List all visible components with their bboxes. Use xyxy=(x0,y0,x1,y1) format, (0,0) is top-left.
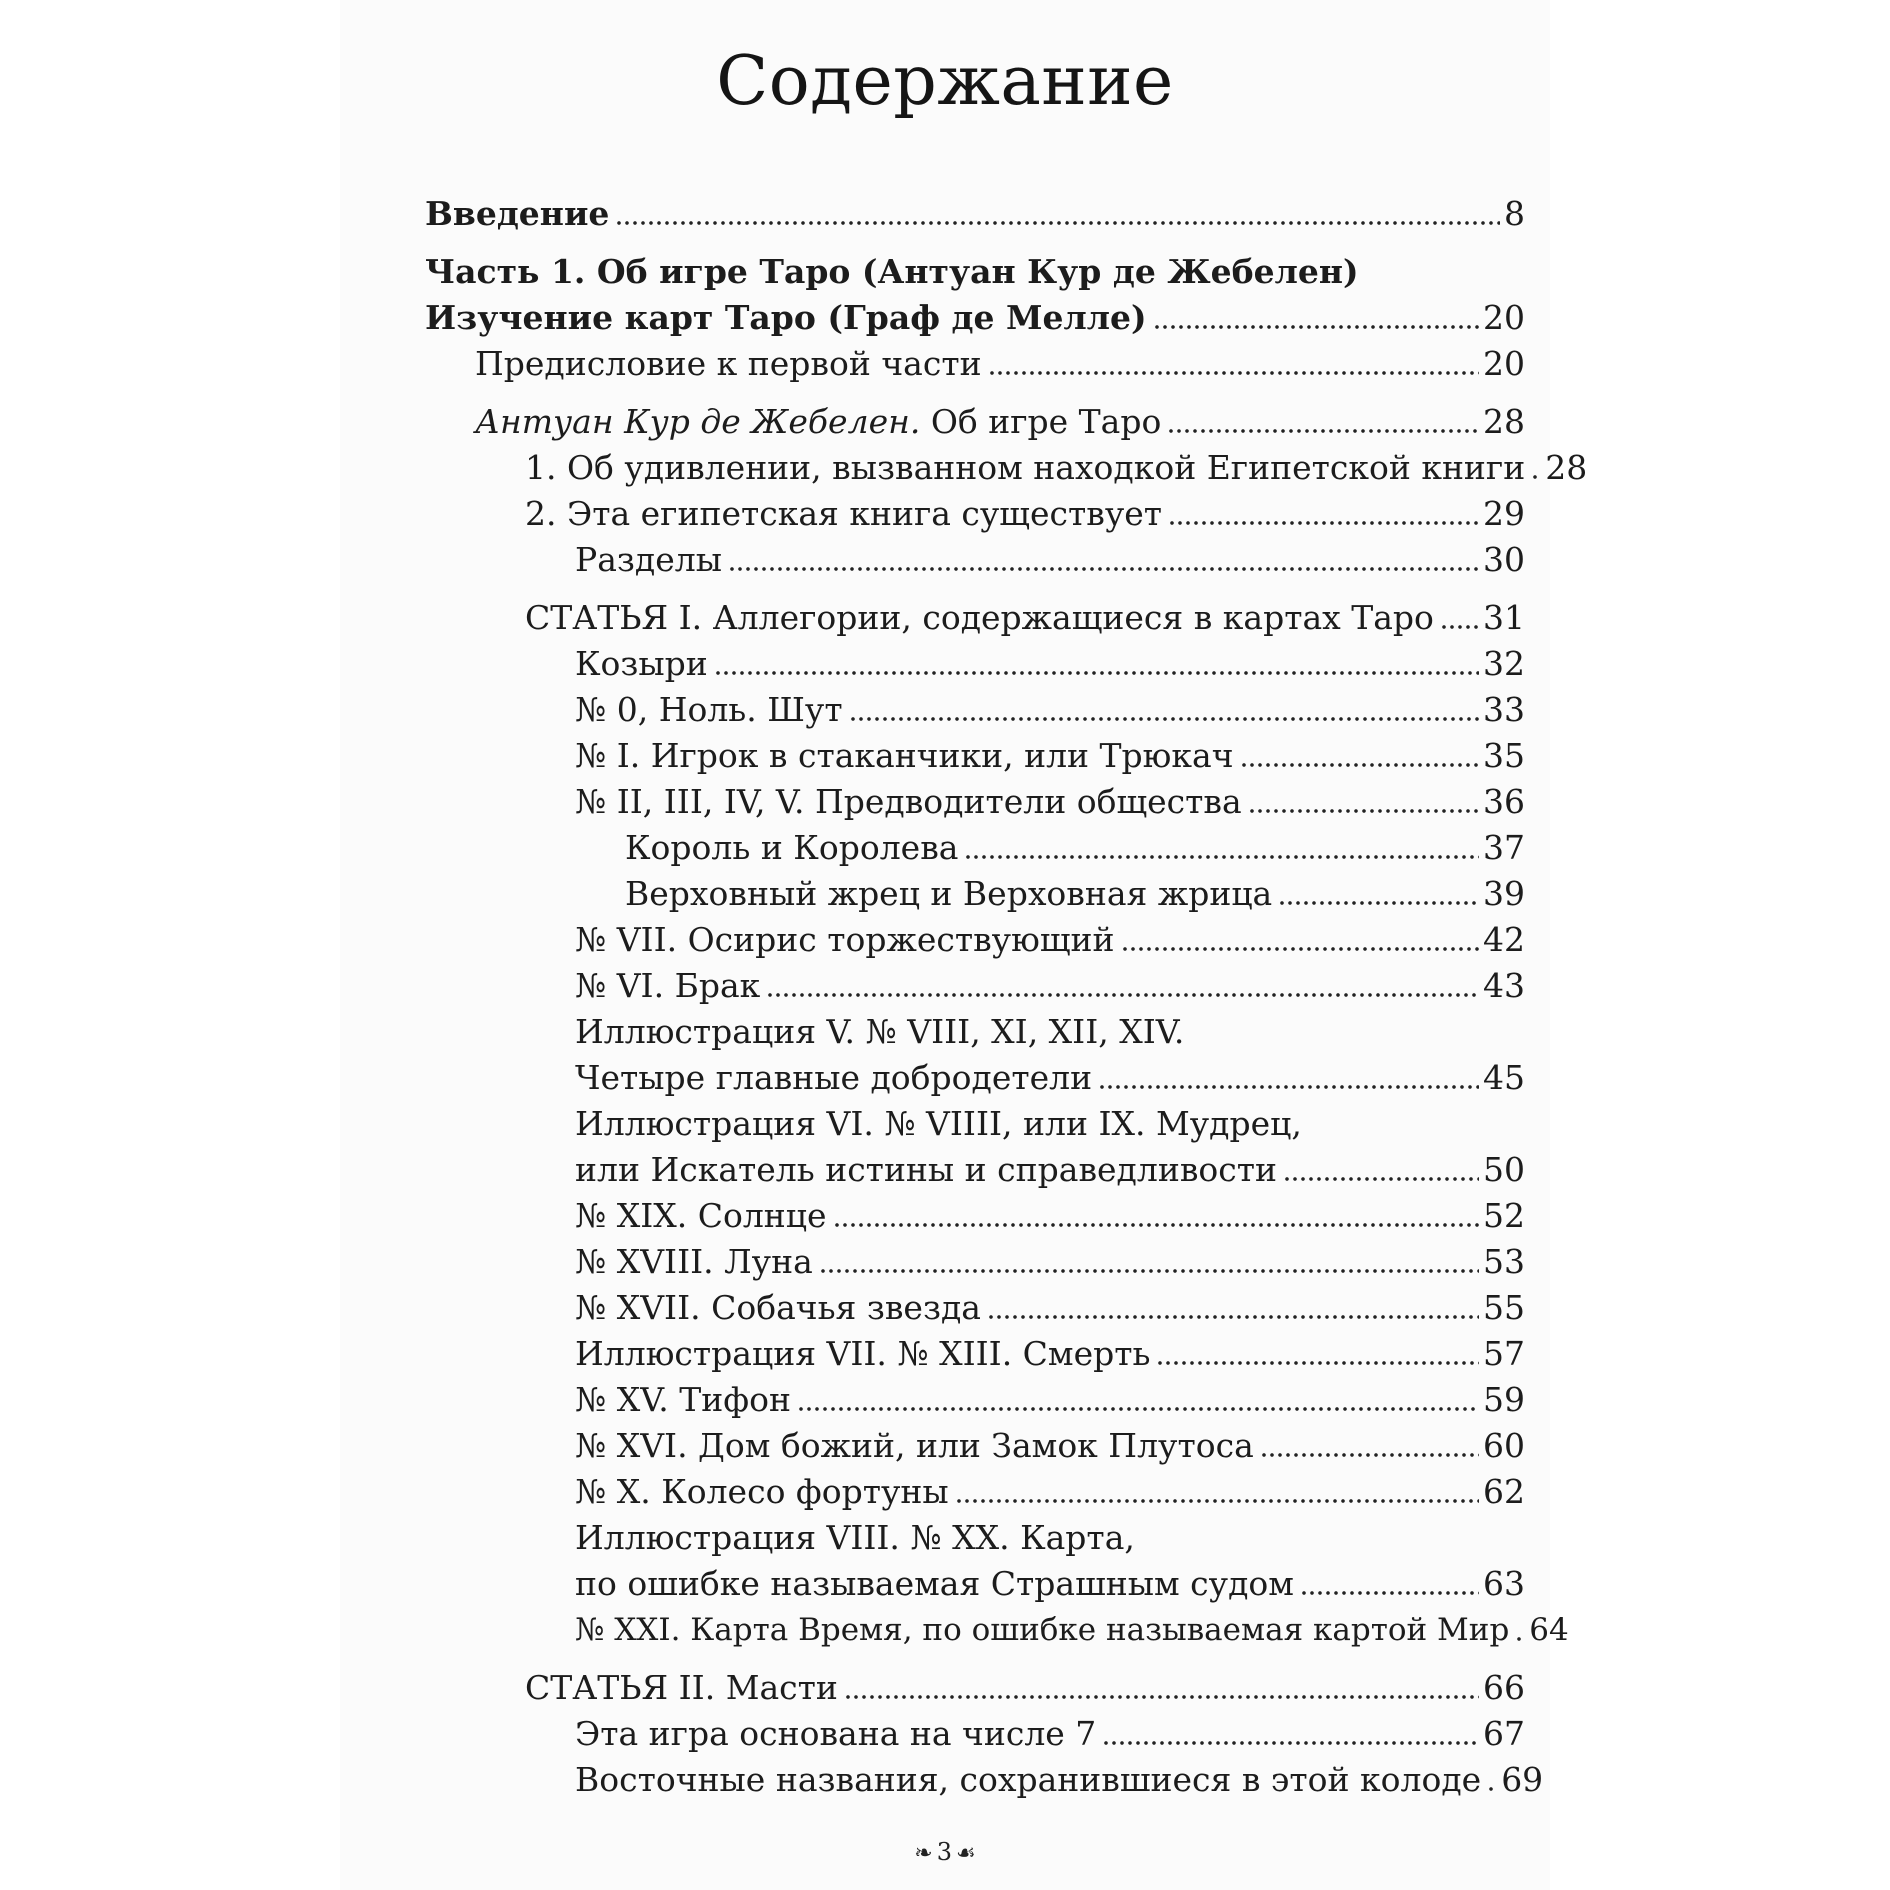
toc-entry xyxy=(425,1006,1525,1052)
dot-leader xyxy=(1440,625,1479,629)
dot-leader xyxy=(615,221,1500,225)
dot-leader xyxy=(1156,1361,1479,1365)
toc-entry xyxy=(425,1328,1525,1374)
toc-entry xyxy=(425,1052,1525,1098)
dot-leader xyxy=(797,1407,1479,1411)
dot-leader xyxy=(1153,325,1479,329)
toc-entry xyxy=(425,592,1525,638)
toc-entry xyxy=(425,914,1525,960)
dot-leader xyxy=(1300,1591,1479,1595)
toc-entry-label: № XVI. Дом божий, или Замок Плутоса xyxy=(575,1426,1254,1465)
toc-entry xyxy=(425,534,1525,580)
dot-leader xyxy=(849,717,1479,721)
toc-entry-page: 8 xyxy=(1504,194,1525,233)
toc-entry-page: 63 xyxy=(1483,1564,1525,1603)
toc-entry-page: 20 xyxy=(1483,344,1525,383)
toc-entry-label: Иллюстрация V. № VIII, XI, XII, XIV. xyxy=(575,1012,1185,1051)
toc-entry-page: 62 xyxy=(1483,1472,1525,1511)
toc-entry xyxy=(425,1190,1525,1236)
toc-entry-page: 55 xyxy=(1483,1288,1525,1327)
toc-entry xyxy=(425,868,1525,914)
toc-entry-label: Король и Королева xyxy=(625,828,959,867)
dot-leader xyxy=(1531,475,1541,479)
toc-entry-page: 57 xyxy=(1483,1334,1525,1373)
toc-entry xyxy=(425,1420,1525,1466)
dot-leader xyxy=(844,1695,1479,1699)
toc-entry xyxy=(425,1512,1525,1558)
toc-entry-label: № II, III, IV, V. Предводители общества xyxy=(575,782,1242,821)
toc-entry-label: Иллюстрация VIII. № XX. Карта, xyxy=(575,1518,1135,1557)
toc-entry xyxy=(425,292,1525,338)
toc-entry-page: 59 xyxy=(1483,1380,1525,1419)
toc-entry-label: № X. Колесо фортуны xyxy=(575,1472,949,1511)
toc-entry-label: СТАТЬЯ II. Масти xyxy=(525,1668,838,1707)
toc-entry xyxy=(425,638,1525,684)
toc-entry xyxy=(425,822,1525,868)
dot-leader xyxy=(1515,1637,1525,1641)
table-of-contents xyxy=(425,188,1588,1800)
toc-entry xyxy=(425,1558,1525,1604)
toc-entry-page: 36 xyxy=(1483,782,1525,821)
toc-entry-introduction xyxy=(425,188,1525,234)
toc-entry-label: 1. Об удивлении, вызванном находкой Египетской книги xyxy=(525,448,1526,487)
toc-entry-label: по ошибке называемая Страшным судом xyxy=(575,1564,1294,1603)
toc-entry-label: № XXI. Карта Время, по ошибке называемая картой Мир xyxy=(575,1612,1510,1648)
toc-entry-label: № VI. Брак xyxy=(575,966,761,1005)
toc-entry xyxy=(425,1662,1525,1708)
toc-entry-label: Эта игра основана на числе 7 xyxy=(575,1714,1097,1753)
toc-entry xyxy=(425,1098,1525,1144)
toc-entry-page: 45 xyxy=(1483,1058,1525,1097)
toc-entry-page: 30 xyxy=(1483,540,1525,579)
page-title: Содержание xyxy=(716,42,1174,121)
dot-leader xyxy=(1278,901,1479,905)
toc-entry-page: 42 xyxy=(1483,920,1525,959)
dot-leader xyxy=(1283,1177,1479,1181)
toc-entry-label: Иллюстрация VI. № VIIII, или IX. Мудрец, xyxy=(575,1104,1302,1143)
toc-entry-label: или Искатель истины и справедливости xyxy=(575,1150,1278,1189)
toc-entry-page: 35 xyxy=(1483,736,1525,775)
toc-entry-page: 67 xyxy=(1483,1714,1525,1753)
toc-entry xyxy=(425,1604,1569,1650)
toc-entry-label: Иллюстрация VII. № XIII. Смерть xyxy=(575,1334,1151,1373)
toc-entry xyxy=(425,488,1525,534)
dot-leader xyxy=(1098,1085,1479,1089)
toc-entry-page: 43 xyxy=(1483,966,1525,1005)
toc-entry-label: № VII. Осирис торжествующий xyxy=(575,920,1115,959)
toc-entry-page: 66 xyxy=(1483,1668,1525,1707)
toc-entry xyxy=(425,396,1525,442)
dot-leader xyxy=(964,855,1479,859)
toc-entry-page: 50 xyxy=(1483,1150,1525,1189)
dot-leader xyxy=(1487,1787,1497,1791)
toc-entry xyxy=(425,1708,1525,1754)
dot-leader xyxy=(1248,809,1479,813)
ornament-left-icon: ❧ xyxy=(914,1841,933,1866)
dot-leader xyxy=(988,371,1479,375)
toc-entry-page: 37 xyxy=(1483,828,1525,867)
toc-entry-label: СТАТЬЯ I. Аллегории, содержащиеся в картах Таро xyxy=(525,598,1434,637)
toc-entry-page: 32 xyxy=(1483,644,1525,683)
toc-entry-label: № XIX. Солнце xyxy=(575,1196,827,1235)
toc-entry-label: Предисловие к первой части xyxy=(475,344,982,383)
toc-entry-label: № 0, Ноль. Шут xyxy=(575,690,843,729)
toc-entry xyxy=(425,442,1588,488)
toc-entry-part-1 xyxy=(425,246,1525,292)
toc-entry-label xyxy=(475,402,1167,442)
toc-entry-label: Разделы xyxy=(575,540,722,579)
dot-leader xyxy=(833,1223,1479,1227)
toc-entry-label: Часть 1. Об игре Таро (Антуан Кур де Жебелен) xyxy=(425,252,1359,291)
toc-entry-page: 28 xyxy=(1483,402,1525,441)
toc-entry-page: 52 xyxy=(1483,1196,1525,1235)
toc-entry-page: 33 xyxy=(1483,690,1525,729)
toc-entry-label: Восточные названия, сохранившиеся в этой колоде xyxy=(575,1760,1482,1799)
dot-leader xyxy=(987,1315,1479,1319)
dot-leader xyxy=(1168,521,1479,525)
toc-entry-label: Верховный жрец и Верховная жрица xyxy=(625,874,1273,913)
toc-entry xyxy=(425,1754,1544,1800)
page-number: 3 xyxy=(936,1838,952,1866)
toc-entry-label: № XVIII. Луна xyxy=(575,1242,813,1281)
dot-leader xyxy=(714,671,1479,675)
dot-leader xyxy=(1240,763,1479,767)
dot-leader xyxy=(1260,1453,1479,1457)
dot-leader xyxy=(1102,1741,1479,1745)
dot-leader xyxy=(1121,947,1480,951)
toc-entry-page: 69 xyxy=(1501,1760,1544,1799)
dot-leader xyxy=(819,1269,1479,1273)
toc-entry-label: Козыри xyxy=(575,644,708,683)
toc-entry-author: Антуан Кур де Жебелен. xyxy=(475,402,921,441)
toc-entry xyxy=(425,1236,1525,1282)
toc-entry-label: № XV. Тифон xyxy=(575,1380,791,1419)
toc-entry-label: Четыре главные добродетели xyxy=(575,1058,1093,1097)
toc-entry-label: № I. Игрок в стаканчики, или Трюкач xyxy=(575,736,1234,775)
page-footer xyxy=(340,1838,1550,1866)
toc-entry xyxy=(425,1282,1525,1328)
book-page xyxy=(340,0,1588,1890)
toc-entry-page: 60 xyxy=(1483,1426,1525,1465)
toc-entry-label: 2. Эта египетская книга существует xyxy=(525,494,1163,533)
dot-leader xyxy=(728,567,1479,571)
toc-entry-label: Изучение карт Таро (Граф де Мелле) xyxy=(425,298,1147,337)
toc-entry xyxy=(425,730,1525,776)
toc-entry-page: 39 xyxy=(1483,874,1525,913)
toc-entry xyxy=(425,684,1525,730)
toc-entry xyxy=(425,776,1525,822)
toc-entry xyxy=(425,960,1525,1006)
toc-entry-page: 53 xyxy=(1483,1242,1525,1281)
toc-entry-page: 31 xyxy=(1483,598,1525,637)
toc-entry-page: 28 xyxy=(1545,448,1588,487)
toc-entry xyxy=(425,1466,1525,1512)
toc-entry-label: № XVII. Собачья звезда xyxy=(575,1288,981,1327)
dot-leader xyxy=(766,993,1479,997)
dot-leader xyxy=(1167,429,1479,433)
toc-entry xyxy=(425,1144,1525,1190)
toc-entry-page: 64 xyxy=(1529,1612,1569,1648)
toc-entry xyxy=(425,338,1525,384)
dot-leader xyxy=(955,1499,1479,1503)
toc-entry-page: 29 xyxy=(1483,494,1525,533)
toc-entry xyxy=(425,1374,1525,1420)
toc-entry-title: Об игре Таро xyxy=(920,402,1162,441)
toc-entry-label: Введение xyxy=(425,194,610,233)
ornament-right-icon: ☙ xyxy=(955,1841,976,1866)
toc-entry-page: 20 xyxy=(1483,298,1525,337)
